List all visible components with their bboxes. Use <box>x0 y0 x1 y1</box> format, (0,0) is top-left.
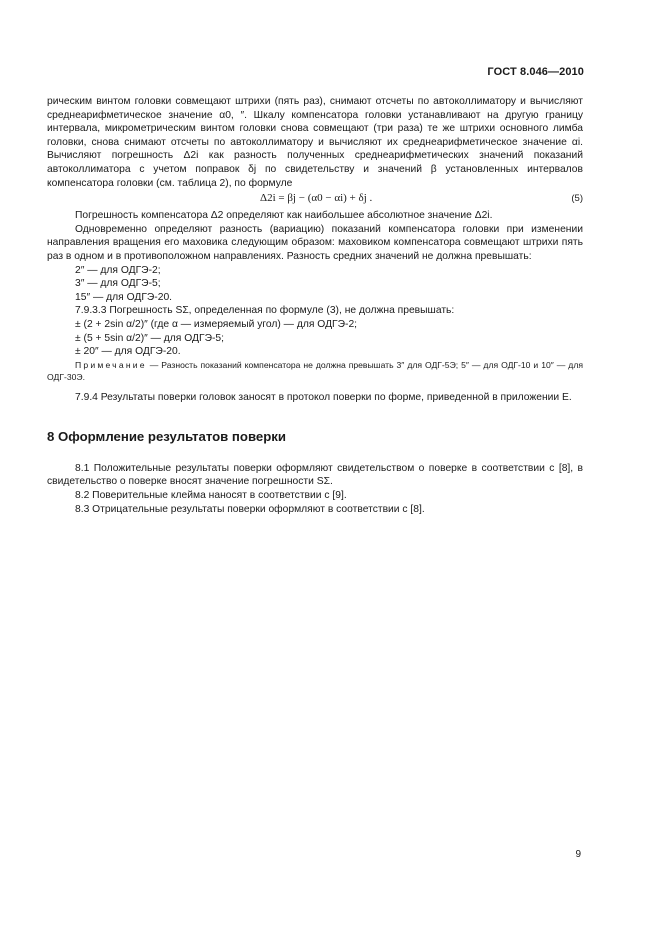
paragraph-7-9-3-3: 7.9.3.3 Погрешность SΣ, определенная по формуле (3), не должна превышать: <box>75 305 455 317</box>
paragraph-compensator-error: Погрешность компенсатора Δ2 определяют как наибольшее абсолютное значение Δ2i. <box>75 210 493 222</box>
paragraph-8-1: 8.1 Положительные результаты поверки оформляют свидетельством о поверке в соответствии с [8], в свидетельство о поверке вносят значение погрешности SΣ. <box>47 462 583 488</box>
formula-expression: Δ2i = βj − (α0 − αi) + δj . <box>260 192 373 205</box>
document-body <box>47 95 583 516</box>
list-item-error-odge20: ± 20″ — для ОДГЭ-20. <box>75 346 181 358</box>
paragraph-compensator-procedure: рическим винтом головки совмещают штрихи (пять раз), снимают отсчеты по автоколлиматору и вычисляют среднеарифметическое значение α0, ″. Шкалу компенсатора головки устанавливают на другую границу интервала, микрометрическим винтом головки снова совмещают (три раза) те же штрихи основного лимба головки, снова снимают отсчеты по автоколлиматору и вычисляют их среднеарифметическое значение αi. Вычисляют погрешность Δ2i как разность полученных среднеарифметических значений показаний автоколлиматора с учетом поправок δj по свидетельству и значений β установленных интервалов компенсатора головки (см. таблица 2), по формуле <box>47 96 583 189</box>
list-item-variation-odge20: 15″ — для ОДГЭ-20. <box>75 291 173 303</box>
paragraph-8-2: 8.2 Поверительные клейма наносят в соответствии с [9]. <box>75 490 347 502</box>
formula-number: (5) <box>571 193 583 205</box>
page-number: 9 <box>575 849 581 860</box>
list-item-variation-odge5: 3″ — для ОДГЭ-5; <box>75 278 161 290</box>
document-header: ГОСТ 8.046—2010 <box>487 66 584 78</box>
list-item-variation-odge2: 2″ — для ОДГЭ-2; <box>75 264 161 276</box>
note-label: Примечание <box>75 359 147 370</box>
list-item-error-odge5: ± (5 + 5sin α/2)″ — для ОДГЭ-5; <box>75 332 224 344</box>
paragraph-8-3: 8.3 Отрицательные результаты поверки оформляют в соответствии с [8]. <box>75 503 425 515</box>
list-item-error-odge2: ± (2 + 2sin α/2)″ (где α — измеряемый угол) — для ОДГЭ-2; <box>75 318 358 330</box>
note-text: — Разность показаний компенсатора не должна превышать 3″ для ОДГ-5Э; 5″ — для ОДГ-10 и 10″ — для ОДГ-30Э. <box>47 359 583 383</box>
section-8-title: 8 Оформление результатов поверки <box>47 429 286 445</box>
paragraph-variation: Одновременно определяют разность (вариацию) показаний компенсатора головки при изменении направления вращения его маховика следующим образом: маховиком компенсатора совмещают штрихи пять раз в одном и в противоположном направлениях. Разность средних значений не должна превышать: <box>47 223 583 262</box>
note <box>47 359 583 384</box>
formula-5 <box>47 192 583 207</box>
paragraph-7-9-4: 7.9.4 Результаты поверки головок заносят в протокол поверки по форме, приведенной в приложении Е. <box>75 391 572 403</box>
